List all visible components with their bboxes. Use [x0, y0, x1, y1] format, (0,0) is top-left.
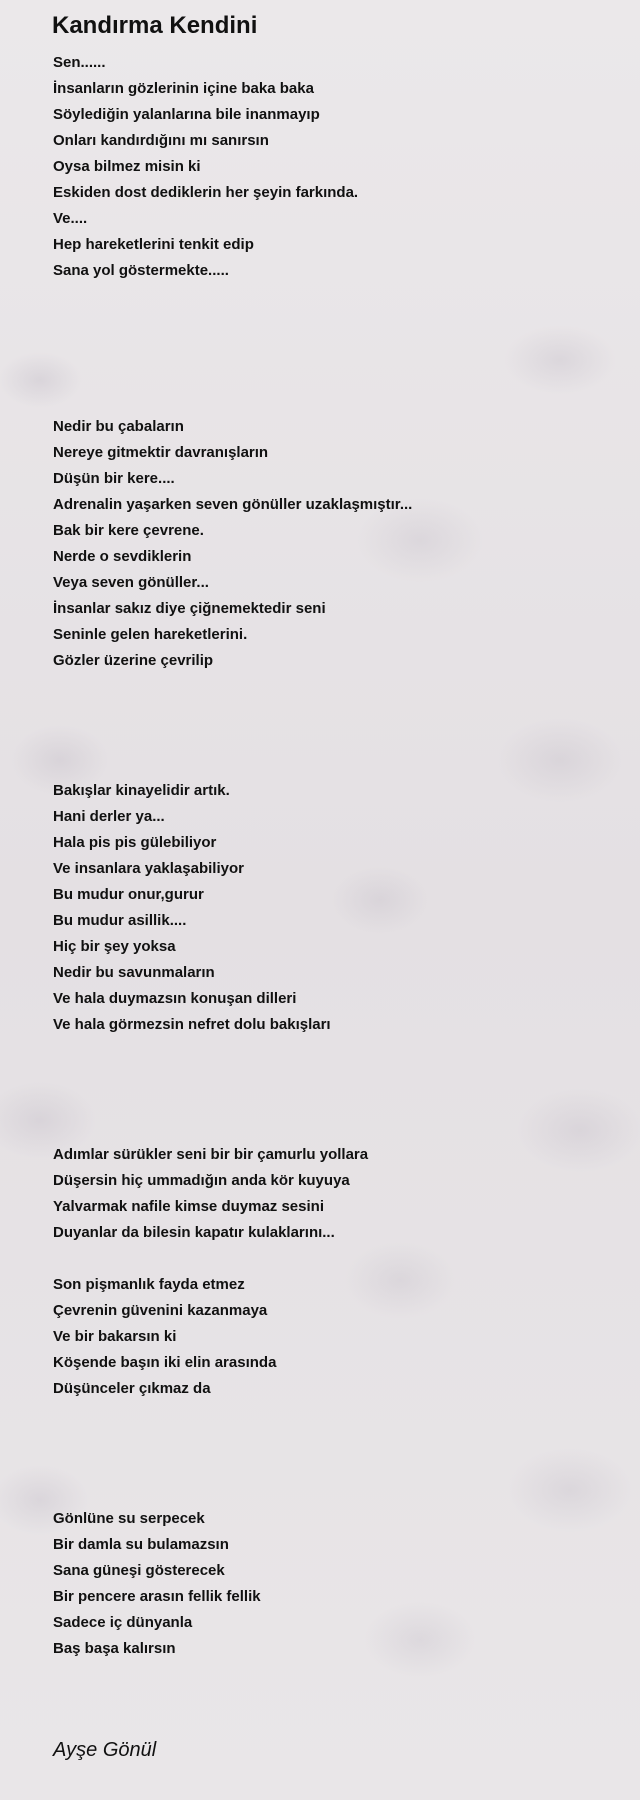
poem-line: Gözler üzerine çevrilip [53, 652, 214, 669]
poem-line: Hiç bir şey yoksa [53, 938, 176, 955]
poem-line: Ve hala görmezsin nefret dolu bakışları [53, 1016, 331, 1033]
stanza-gap [53, 1246, 613, 1272]
stanza-gap [53, 1116, 613, 1142]
stanza-gap [53, 726, 613, 752]
poem-line: Bu mudur onur,gurur [53, 886, 204, 903]
stanza-gap [53, 674, 613, 700]
poem-line: İnsanlar sakız diye çiğnemektedir seni [53, 600, 326, 617]
poem-title: Kandırma Kendini [52, 12, 258, 39]
poem-line: Söylediğin yalanlarına bile inanmayıp [53, 106, 320, 123]
poem-line: Adrenalin yaşarken seven gönüller uzaklaşmıştır... [53, 496, 413, 513]
stanza-gap [53, 700, 613, 726]
poem-line: Düşün bir kere.... [53, 470, 175, 487]
poem-line: Oysa bilmez misin ki [53, 158, 201, 175]
poem-line: Hani derler ya... [53, 808, 165, 825]
poem-body [53, 50, 613, 1662]
poem-line: Seninle gelen hareketlerini. [53, 626, 248, 643]
poem-line: Adımlar sürükler seni bir bir çamurlu yollara [53, 1146, 369, 1163]
stanza-gap [53, 1454, 613, 1480]
poem-line: Nerde o sevdiklerin [53, 548, 192, 565]
poem-line: Sen...... [53, 54, 106, 71]
stanza-gap [53, 1480, 613, 1506]
stanza-gap [53, 388, 613, 414]
stanza-gap [53, 284, 613, 310]
poem-line: Nedir bu savunmaların [53, 964, 215, 981]
poem-line: Hep hareketlerini tenkit edip [53, 236, 254, 253]
poem-line: Hala pis pis gülebiliyor [53, 834, 217, 851]
poem-line: Son pişmanlık fayda etmez [53, 1276, 245, 1293]
poem-line: İnsanların gözlerinin içine baka baka [53, 80, 314, 97]
poem-line: Düşersin hiç ummadığın anda kör kuyuya [53, 1172, 350, 1189]
poem-line: Bakışlar kinayelidir artık. [53, 782, 230, 799]
stanza [53, 778, 613, 1038]
poem-line: Sadece iç dünyanla [53, 1614, 193, 1631]
stanza [53, 1272, 613, 1402]
stanza-gap [53, 752, 613, 778]
poem-line: Nereye gitmektir davranışların [53, 444, 269, 461]
stanza-gap [53, 1428, 613, 1454]
poem-line: Baş başa kalırsın [53, 1640, 176, 1657]
stanza-gap [53, 1090, 613, 1116]
poem-line: Bak bir kere çevrene. [53, 522, 204, 539]
poem-line: Sana güneşi gösterecek [53, 1562, 225, 1579]
poem-line: Ve bir bakarsın ki [53, 1328, 177, 1345]
stanza-gap [53, 1064, 613, 1090]
stanza-gap [53, 336, 613, 362]
poem-line: Ve insanlara yaklaşabiliyor [53, 860, 244, 877]
poem-line: Duyanlar da bilesin kapatır kulaklarını... [53, 1224, 335, 1241]
poem-line: Bir pencere arasın fellik fellik [53, 1588, 261, 1605]
stanza [53, 1506, 613, 1662]
poem-line: Bu mudur asillik.... [53, 912, 187, 929]
stanza-gap [53, 310, 613, 336]
poem-line: Ve hala duymazsın konuşan dilleri [53, 990, 297, 1007]
poem-line: Bir damla su bulamazsın [53, 1536, 229, 1553]
poem-line: Sana yol göstermekte..... [53, 262, 229, 279]
stanza [53, 50, 613, 284]
poem-author: Ayşe Gönül [53, 1739, 157, 1761]
stanza-gap [53, 362, 613, 388]
stanza-gap [53, 1038, 613, 1064]
poem-line: Düşünceler çıkmaz da [53, 1380, 211, 1397]
poem-line: Veya seven gönüller... [53, 574, 209, 591]
poem-line: Köşende başın iki elin arasında [53, 1354, 277, 1371]
poem-line: Eskiden dost dediklerin her şeyin farkında. [53, 184, 359, 201]
stanza [53, 414, 613, 674]
poem-line: Nedir bu çabaların [53, 418, 184, 435]
poem-line: Çevrenin güvenini kazanmaya [53, 1302, 268, 1319]
poem-line: Gönlüne su serpecek [53, 1510, 205, 1527]
poem-line: Ve.... [53, 210, 88, 227]
poem-line: Onları kandırdığını mı sanırsın [53, 132, 269, 149]
stanza-gap [53, 1402, 613, 1428]
stanza [53, 1142, 613, 1246]
poem-line: Yalvarmak nafile kimse duymaz sesini [53, 1198, 324, 1215]
